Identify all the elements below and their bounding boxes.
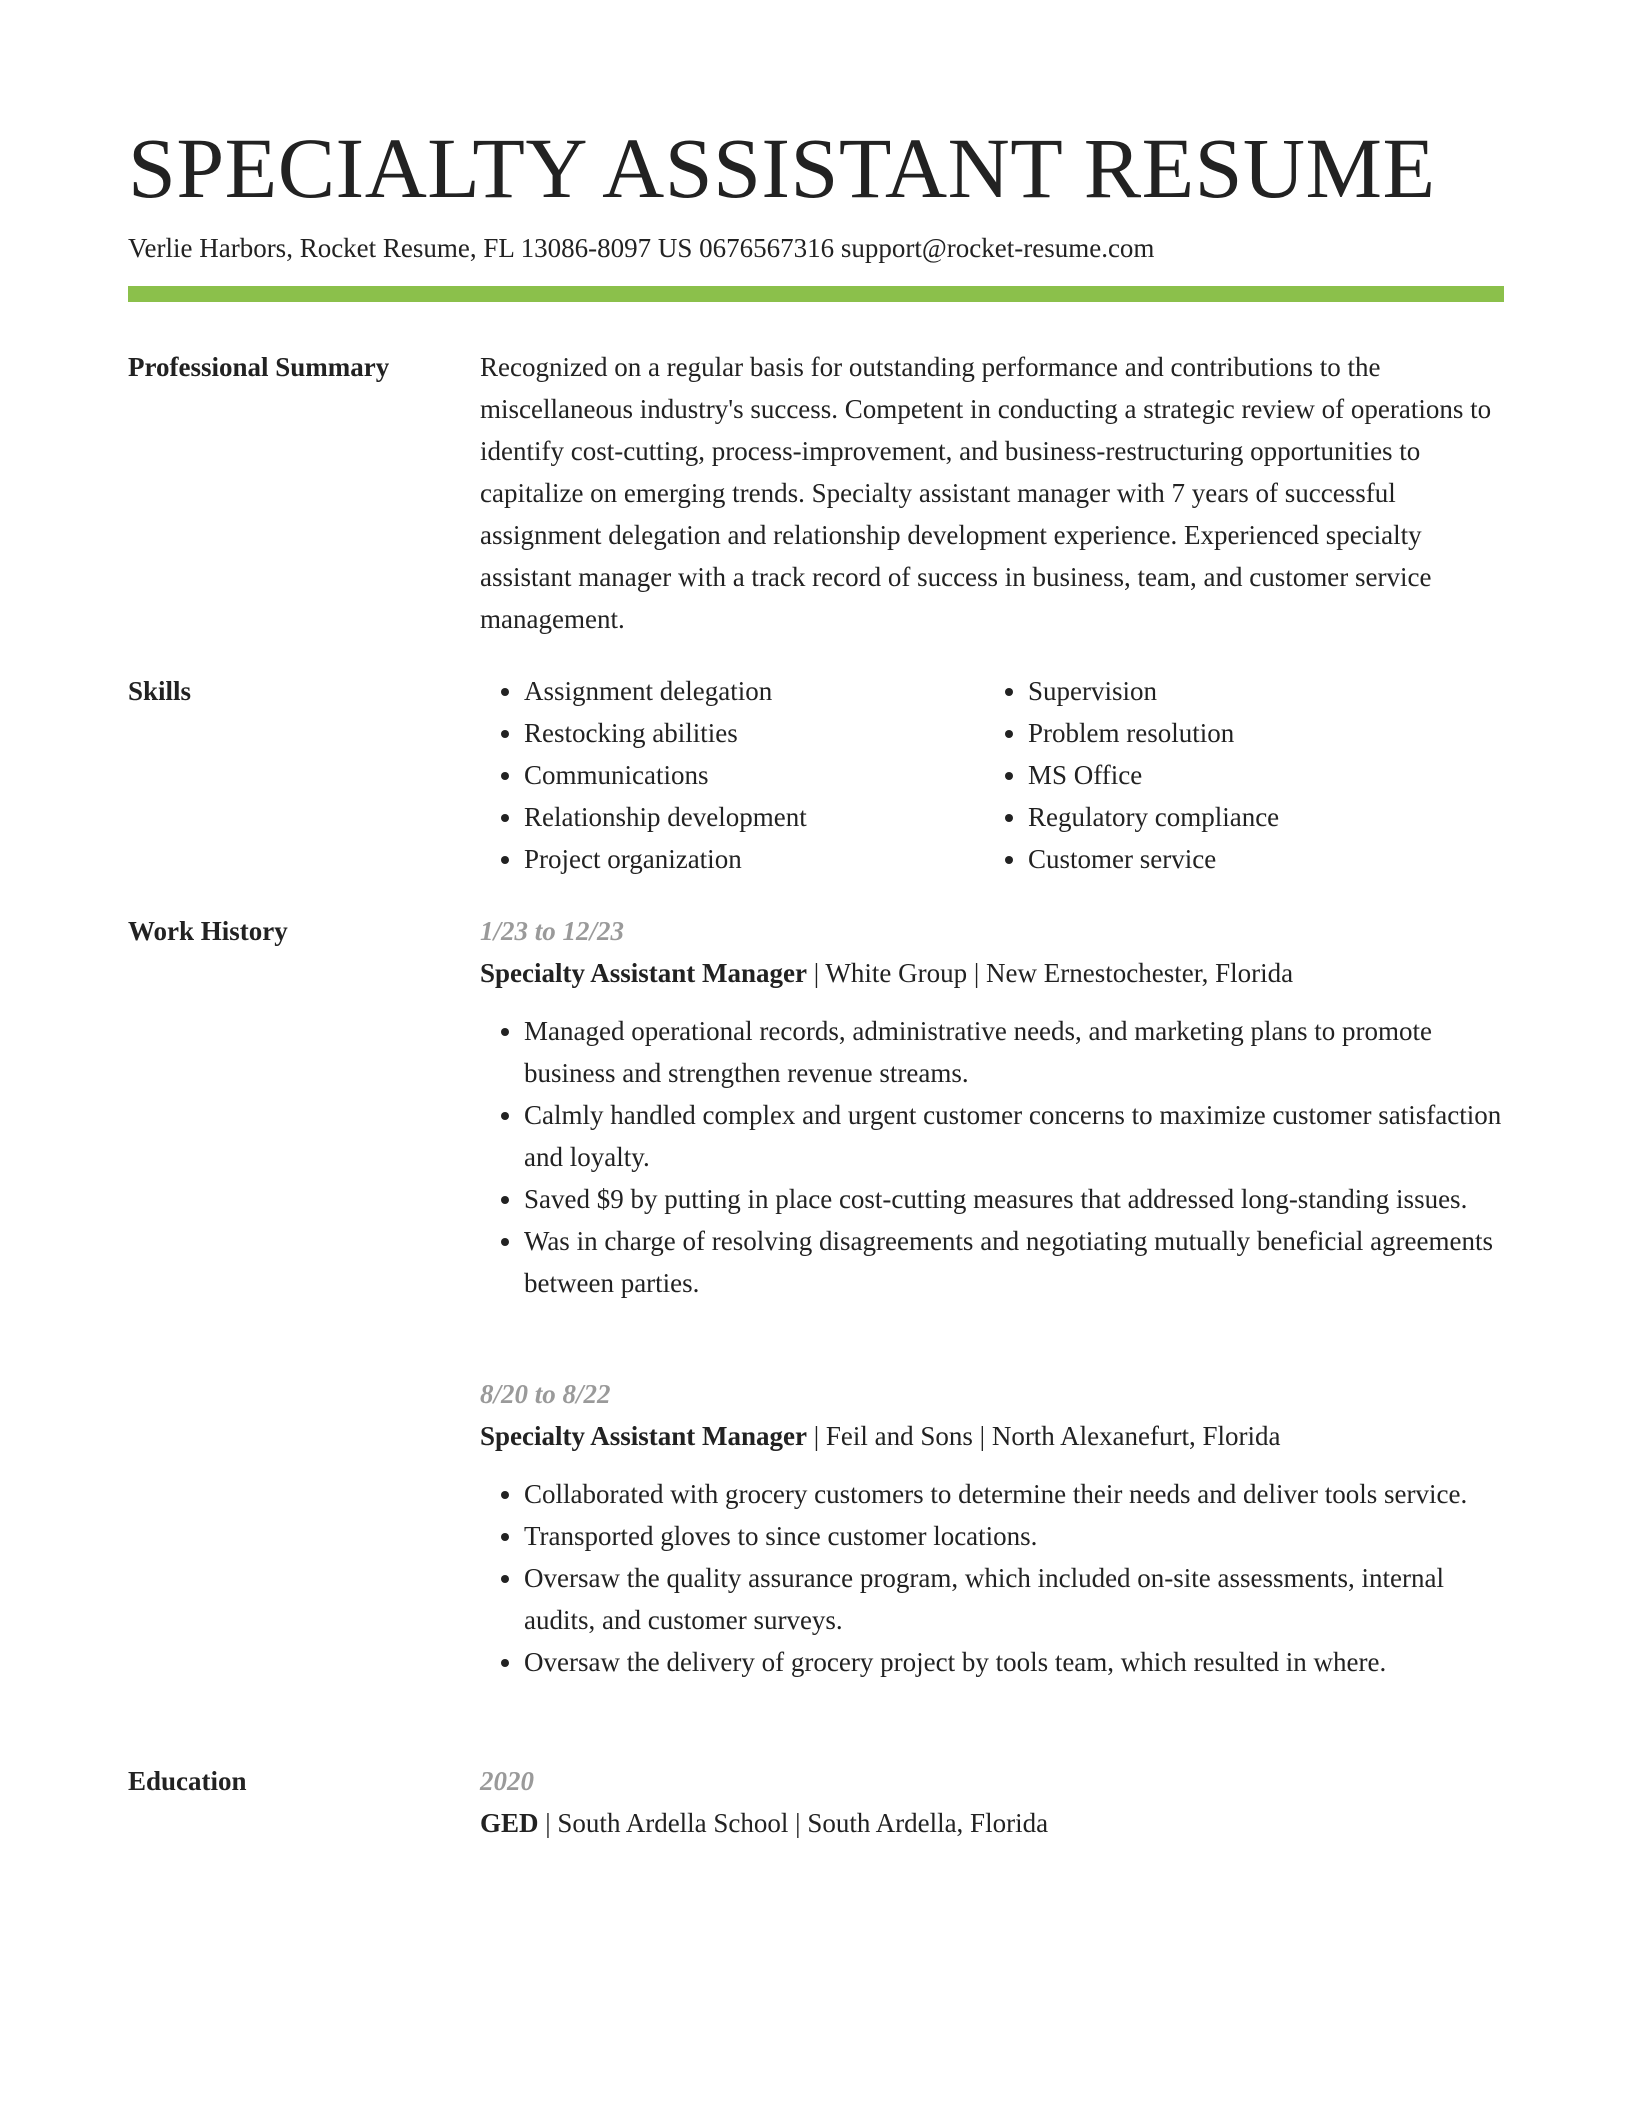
skill-item: • Relationship development (524, 796, 984, 838)
job-details: | Feil and Sons | North Alexanefurt, Florida (807, 1421, 1281, 1451)
job-bullet: • Managed operational records, administrative needs, and marketing plans to promote business and strengthen revenue streams. (524, 1010, 1504, 1094)
skill-item: • Customer service (1028, 838, 1488, 880)
skill-item: • Regulatory compliance (1028, 796, 1488, 838)
job-bullet: • Oversaw the quality assurance program, which included on-site assessments, internal audits, and customer surveys. (524, 1557, 1504, 1641)
job-bullet: • Calmly handled complex and urgent customer concerns to maximize customer satisfaction and loyalty. (524, 1094, 1504, 1178)
job-dates: 1/23 to 12/23 (480, 916, 625, 946)
job-bullet: • Transported gloves to since customer locations. (524, 1515, 1504, 1557)
skill-item: • Problem resolution (1028, 712, 1488, 754)
skill-item: • Restocking abilities (524, 712, 984, 754)
education-label: Education (128, 1766, 247, 1796)
job-dates: 8/20 to 8/22 (480, 1379, 611, 1409)
job-details: | White Group | New Ernestochester, Florida (807, 958, 1294, 988)
job-bullet: • Oversaw the delivery of grocery project by tools team, which resulted in where. (524, 1641, 1504, 1683)
job-entry (480, 910, 1504, 1304)
summary-label: Professional Summary (128, 352, 390, 382)
resume-title: SPECIALTY ASSISTANT RESUME (128, 120, 1436, 216)
job-heading (480, 1415, 1504, 1457)
job-title: Specialty Assistant Manager (480, 1421, 807, 1451)
skill-item: • Project organization (524, 838, 984, 880)
education-details: | South Ardella School | South Ardella, Florida (538, 1808, 1049, 1838)
contact-line: Verlie Harbors, Rocket Resume, FL 13086-8097 US 0676567316 support@rocket-resume.com (128, 233, 1155, 263)
job-bullets (480, 1473, 1504, 1683)
skills-list-left (480, 670, 984, 880)
job-entry (480, 1373, 1504, 1683)
education-heading (480, 1802, 1504, 1844)
skills-label: Skills (128, 676, 192, 706)
skill-item: • MS Office (1028, 754, 1488, 796)
education-year: 2020 (480, 1766, 534, 1796)
skill-item: • Communications (524, 754, 984, 796)
education-degree: GED (480, 1808, 539, 1838)
job-bullets (480, 1010, 1504, 1304)
skill-item: • Supervision (1028, 670, 1488, 712)
job-bullet: • Saved $9 by putting in place cost-cutting measures that addressed long-standing issues. (524, 1178, 1504, 1220)
summary-text: Recognized on a regular basis for outstanding performance and contributions to the miscellaneous industry's success. Competent in conducting a strategic review of operations to identify cost-cutting, process-improvement, and business-restructuring opportunities to capitalize on emerging trends. Specialty assistant manager with 7 years of successful assignment delegation and relationship development experience. Experienced specialty assistant manager with a track record of success in business, team, and customer service management. (480, 352, 1492, 634)
job-title: Specialty Assistant Manager (480, 958, 807, 988)
job-bullet: • Was in charge of resolving disagreements and negotiating mutually beneficial agreements between parties. (524, 1220, 1504, 1304)
skill-item: • Assignment delegation (524, 670, 984, 712)
header-divider (128, 286, 1504, 302)
job-heading (480, 952, 1504, 994)
job-bullet: • Collaborated with grocery customers to determine their needs and deliver tools service. (524, 1473, 1504, 1515)
work-history-label: Work History (128, 916, 288, 946)
skills-list-right (984, 670, 1488, 880)
